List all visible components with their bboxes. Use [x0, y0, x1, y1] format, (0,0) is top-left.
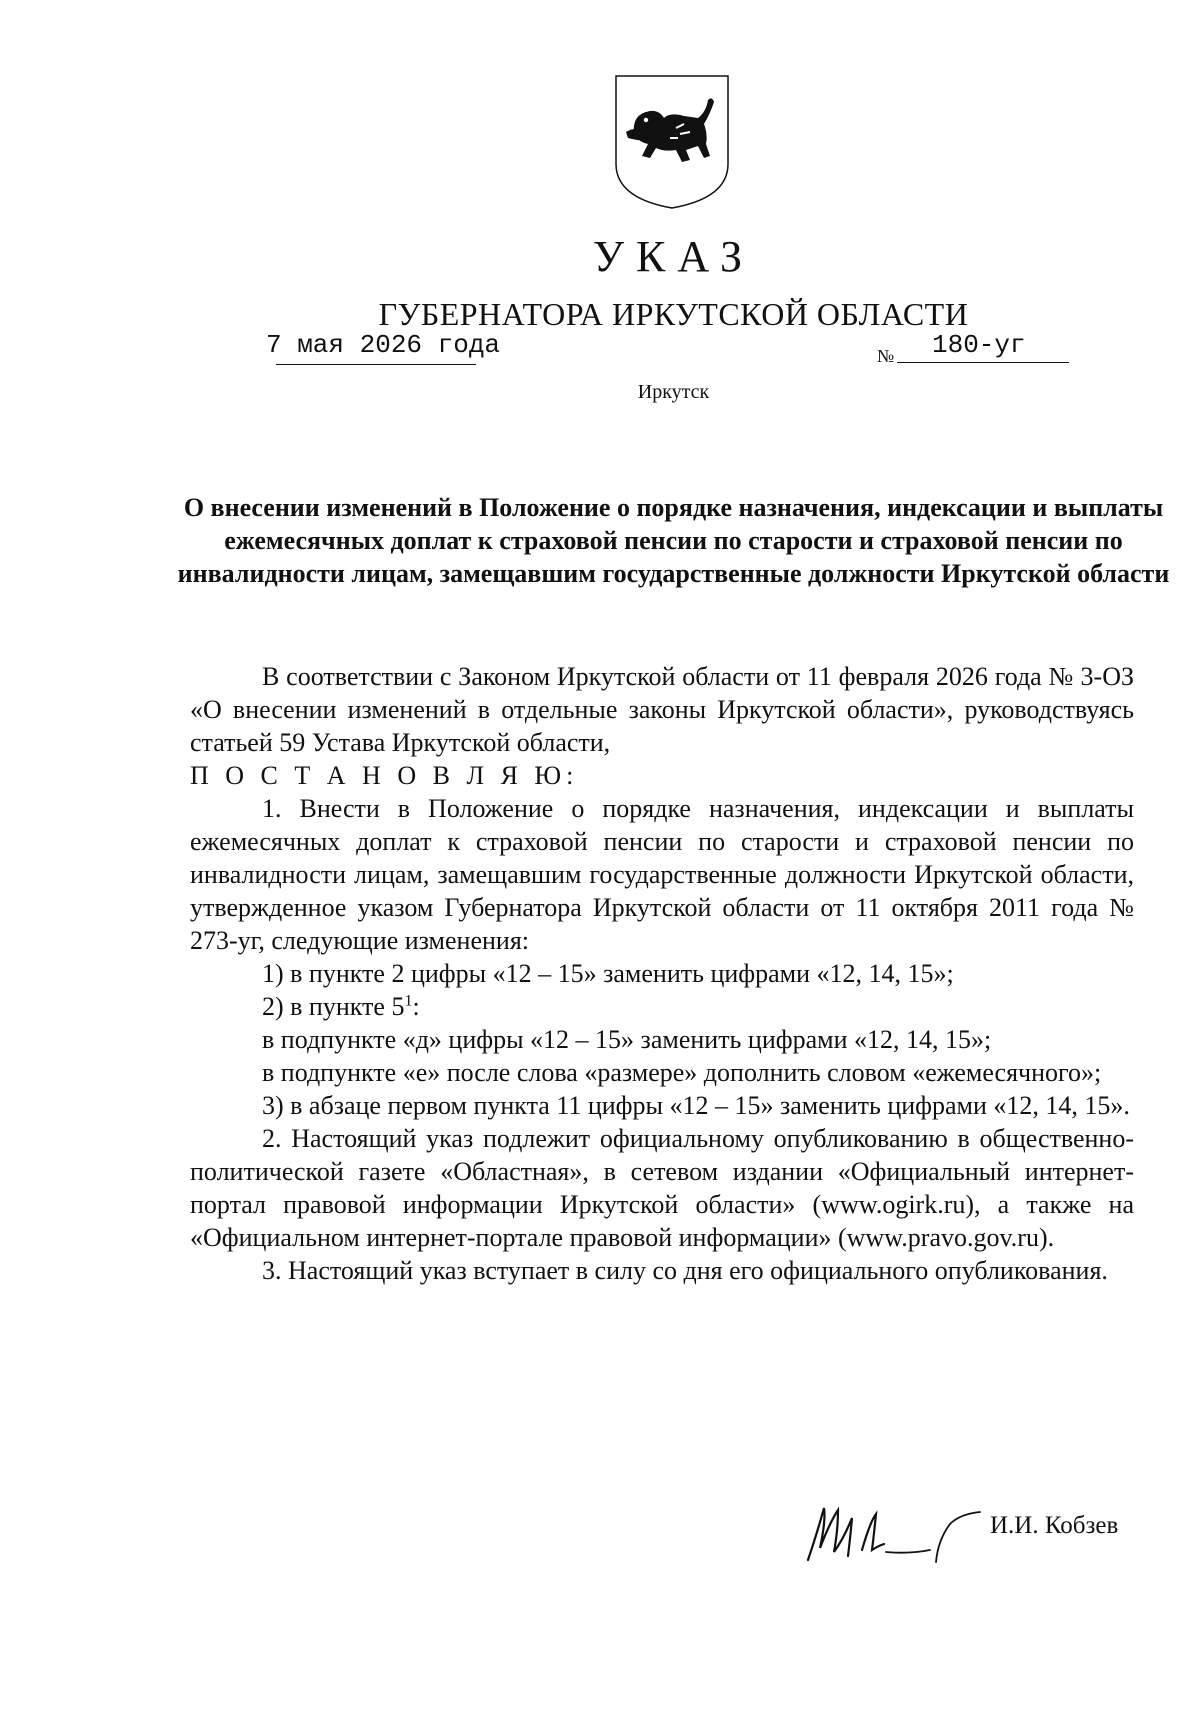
item-1-2-colon: :: [412, 992, 420, 1021]
item-1-2-a: в подпункте «д» цифры «12 – 15» заменить цифрами «12, 14, 15»;: [262, 1025, 992, 1054]
handwritten-signature-icon: [800, 1500, 990, 1570]
item-1-2-superscript: 1: [404, 992, 413, 1010]
preamble: В соответствии с Законом Иркутской области от 11 февраля 2026 года № 3-ОЗ «О внесении изменений в отдельные законы Иркутской области», руководствуясь статьей 59 Устава Иркутской области,: [190, 662, 1134, 757]
document-body: [190, 660, 1134, 1287]
signer-name: И.И. Кобзев: [990, 1512, 1119, 1539]
document-title: О внесении изменений в Положение о порядке назначения, индексации и выплаты ежемесячных доплат к страховой пенсии по старости и страховой пенсии по инвалидности лицам, замещавшим государственные должности Иркутской области: [177, 493, 1170, 588]
number-sign: №: [877, 346, 895, 366]
issuer-title: ГУБЕРНАТОРА ИРКУТСКОЙ ОБЛАСТИ: [378, 296, 969, 332]
resolve-heading: П О С Т А Н О В Л Я Ю:: [190, 761, 579, 790]
item-1-3: 3) в абзаце первом пункта 11 цифры «12 – 15» заменить цифрами «12, 14, 15».: [262, 1091, 1130, 1120]
item-1: 1. Внести в Положение о порядке назначения, индексации и выплаты ежемесячных доплат к страховой пенсии по старости и страховой пенсии по инвалидности лицам, замещавшим государственные должности Иркутской области, утвержденное указом Губернатора Иркутской области от 11 октября 2011 года № 273-уг, следующие изменения:: [190, 794, 1134, 955]
item-1-2-text: 2) в пункте 5: [262, 992, 405, 1021]
item-3: 3. Настоящий указ вступает в силу со дня его официального опубликования.: [262, 1256, 1108, 1285]
item-1-1: 1) в пункте 2 цифры «12 – 15» заменить цифрами «12, 14, 15»;: [262, 959, 954, 988]
item-1-2: [190, 990, 1134, 1023]
document-number: 180-уг: [932, 330, 1026, 360]
date-underline: [276, 364, 476, 365]
document-type: УКАЗ: [592, 232, 755, 281]
item-2: 2. Настоящий указ подлежит официальному опубликованию в общественно-политической газете «Областная», в сетевом издании «Официальный интернет-портал правовой информации Иркутской области» (www.ogirk.ru), а также на «Официальном интернет-портале правовой информации» (www.pravo.gov.ru).: [190, 1124, 1134, 1252]
city: Иркутск: [637, 381, 710, 403]
item-1-2-b: в подпункте «е» после слова «размере» дополнить словом «ежемесячного»;: [262, 1058, 1102, 1087]
number-underline: [897, 362, 1069, 363]
coat-of-arms-icon: [612, 72, 732, 212]
document-date: 7 мая 2026 года: [266, 330, 501, 360]
